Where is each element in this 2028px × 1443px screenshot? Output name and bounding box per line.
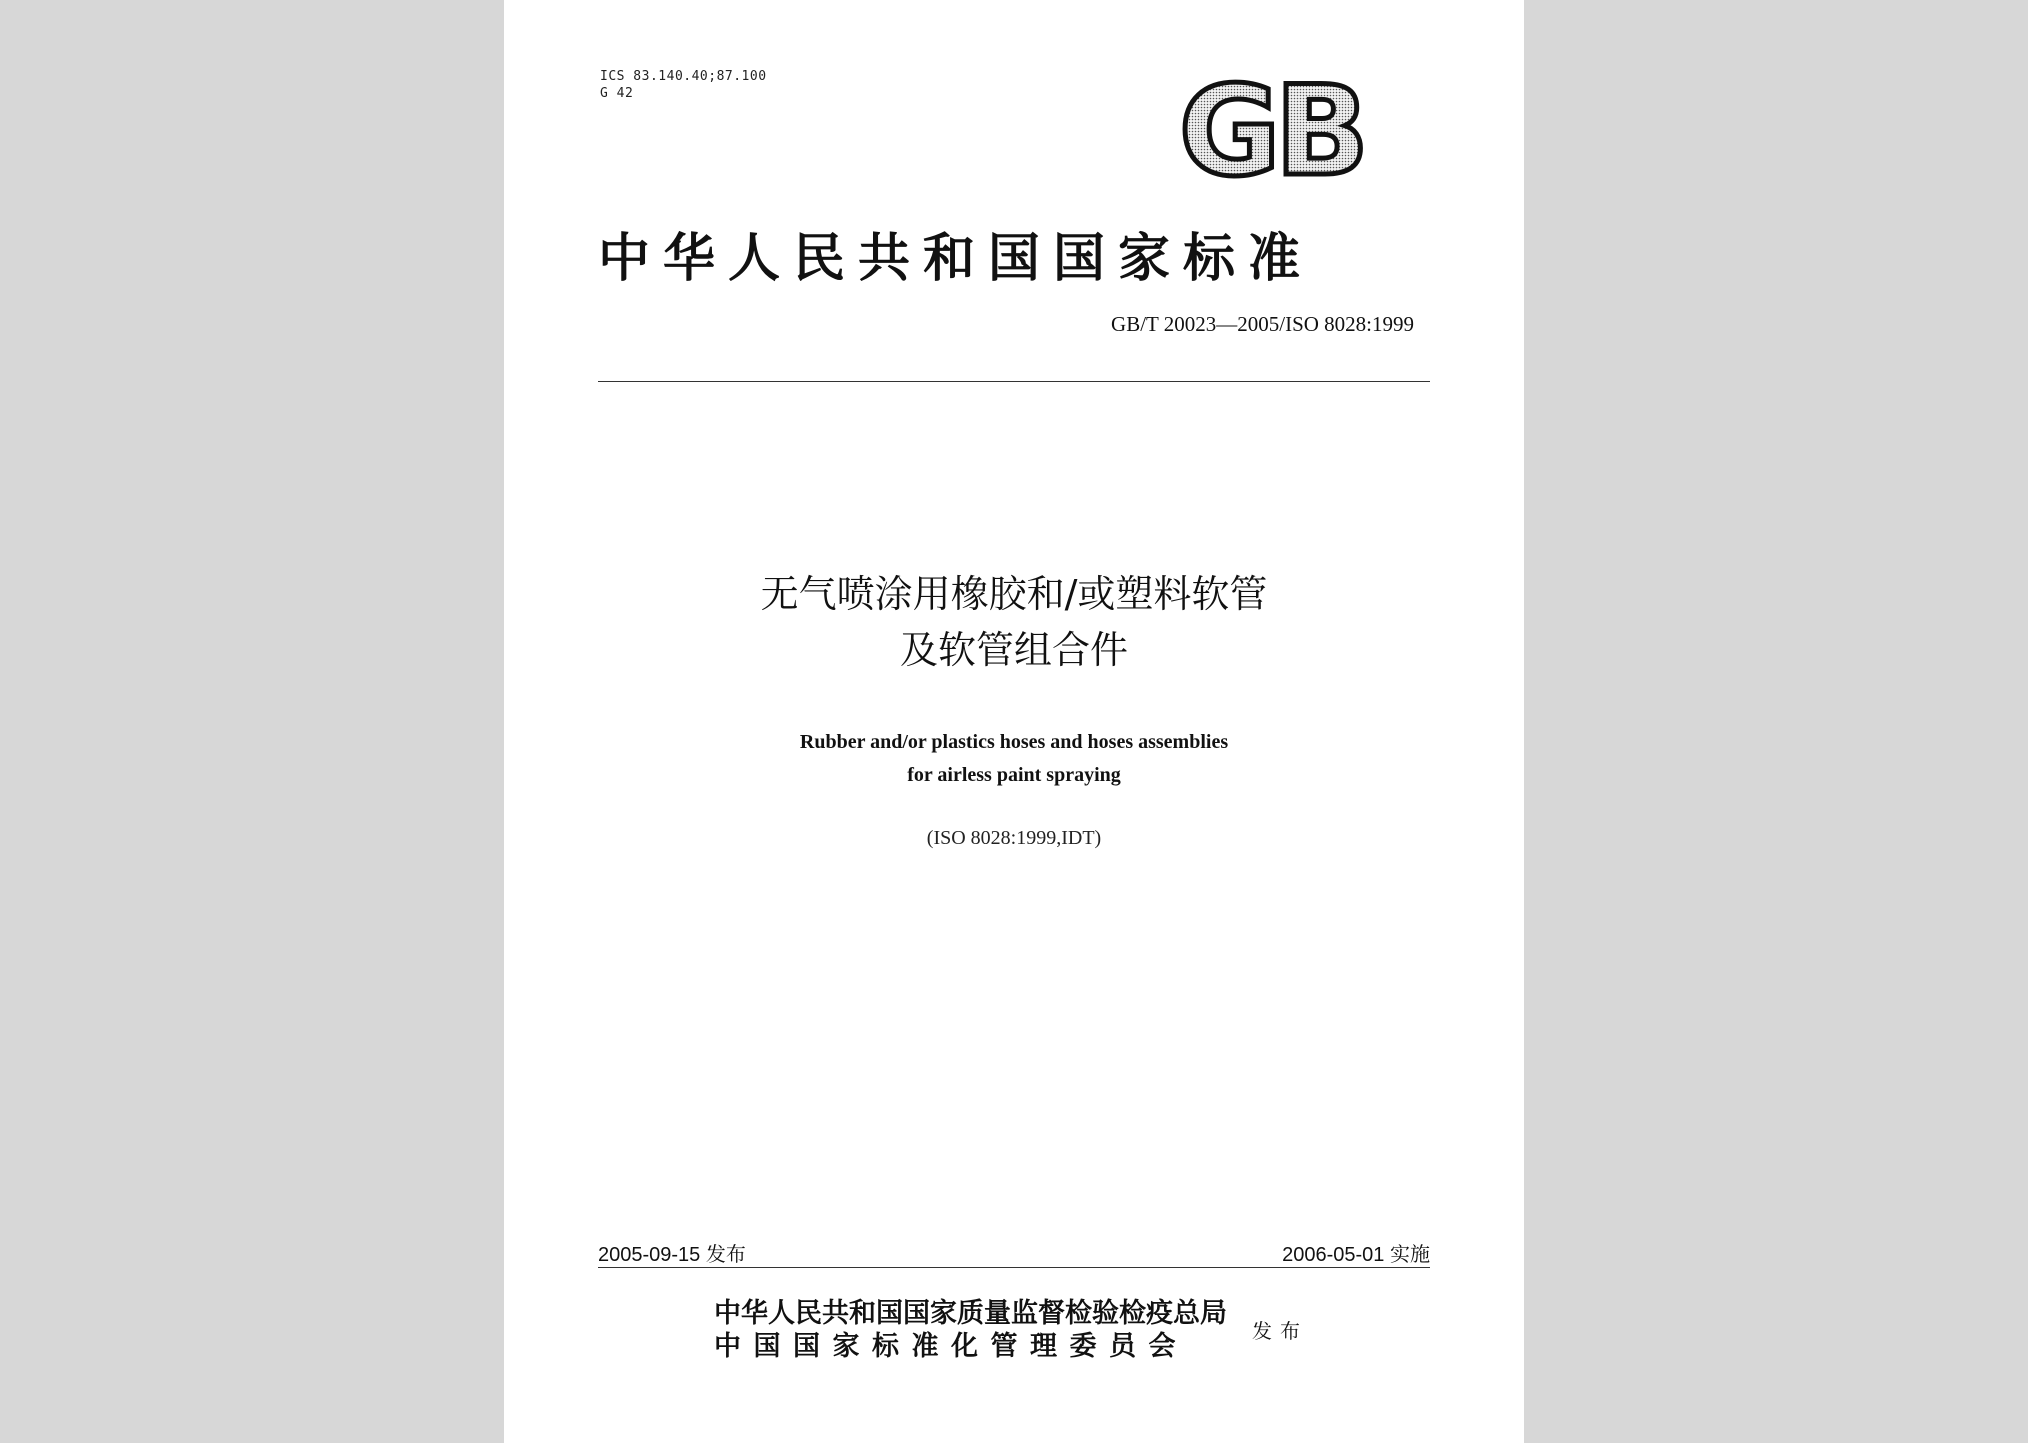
title-en-line-2: for airless paint spraying [907, 764, 1121, 786]
title-cn-line-2: 及软管组合件 [899, 628, 1128, 672]
issuing-authorities [714, 1297, 1234, 1363]
implementation-date: 2006-05-01 实施 [1282, 1244, 1430, 1266]
issuer-sac: 中国国家标准化管理委员会 [714, 1331, 1188, 1362]
header-divider [598, 381, 1430, 382]
document-page [504, 0, 1524, 1443]
iso-reference: (ISO 8028:1999,IDT) [926, 827, 1102, 849]
title-english [504, 726, 1524, 792]
issuer-aqsiq: 中华人民共和国国家质量监督检验检疫总局 [714, 1298, 1227, 1329]
title-cn-line-1: 无气喷涂用橡胶和/或塑料软管 [760, 572, 1268, 616]
gb-logo-text: GB [1178, 76, 1364, 188]
date-row [598, 1238, 1430, 1266]
issue-action: 发布 [1252, 1319, 1308, 1343]
standard-category-title: 中华人民共和国国家标准 [598, 228, 1314, 289]
title-chinese [504, 566, 1524, 678]
ics-code: ICS 83.140.40;87.100 [600, 69, 767, 84]
issue-date: 2005-09-15 发布 [598, 1244, 746, 1266]
gb-logo [1167, 76, 1375, 188]
ccs-code: G 42 [600, 86, 634, 101]
standard-code: GB/T 20023—2005/ISO 8028:1999 [1111, 312, 1414, 336]
title-en-line-1: Rubber and/or plastics hoses and hoses assemblies [799, 731, 1229, 753]
classification-codes [600, 68, 767, 102]
footer-divider [598, 1267, 1430, 1268]
